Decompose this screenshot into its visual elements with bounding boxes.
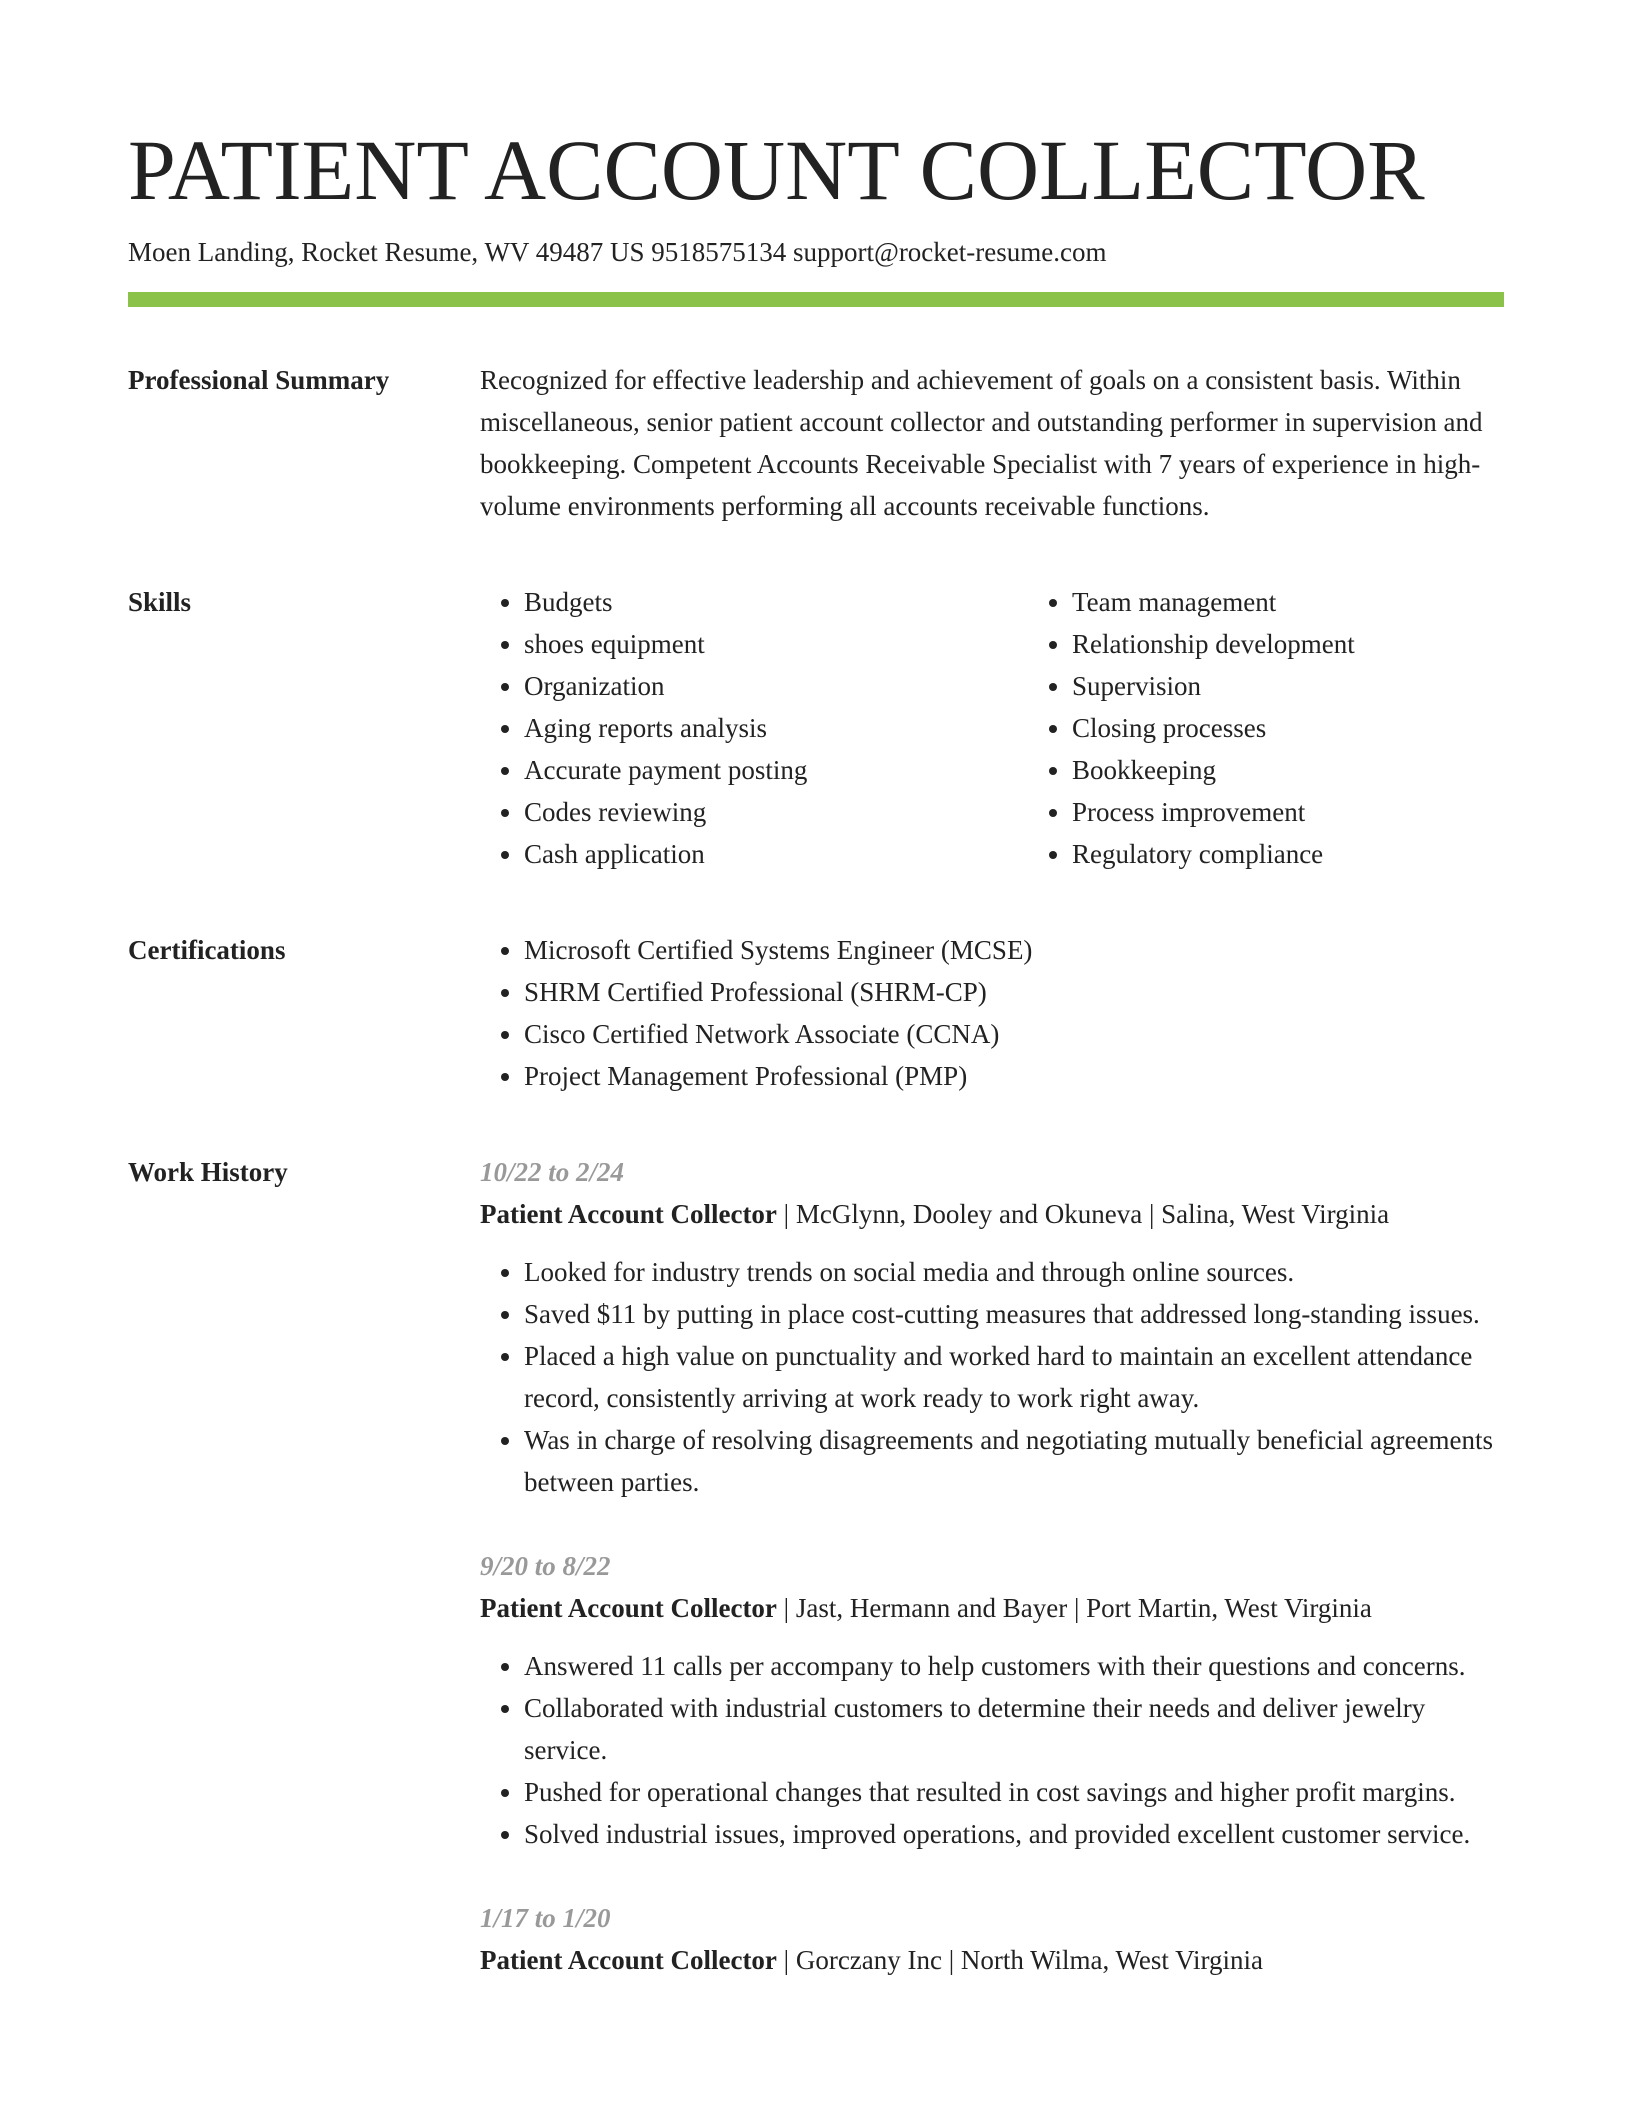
- skill-item: • Organization: [524, 665, 1028, 707]
- job-dates: 1/17 to 1/20: [480, 1903, 611, 1933]
- job-bullet: • Pushed for operational changes that resulted in cost savings and higher profit margins.: [524, 1771, 1504, 1813]
- skill-item: • Closing processes: [1072, 707, 1576, 749]
- job-bullet: • Looked for industry trends on social media and through online sources.: [524, 1251, 1504, 1293]
- job-company-location: | McGlynn, Dooley and Okuneva | Salina, West Virginia: [776, 1199, 1390, 1229]
- job-role-line: [480, 1939, 1504, 1981]
- candidate-title: PATIENT ACCOUNT COLLECTOR: [128, 122, 1425, 218]
- skill-item: • Accurate payment posting: [524, 749, 1028, 791]
- job-bullet: • Collaborated with industrial customers to determine their needs and deliver jewelry service.: [524, 1687, 1504, 1771]
- skills-section: [128, 581, 1504, 875]
- job-bullets: [480, 1645, 1504, 1855]
- skill-item: • shoes equipment: [524, 623, 1028, 665]
- job-dates: 9/20 to 8/22: [480, 1551, 611, 1581]
- accent-divider: [128, 292, 1504, 307]
- job-company-location: | Jast, Hermann and Bayer | Port Martin, West Virginia: [776, 1593, 1372, 1623]
- job-bullet: • Answered 11 calls per accompany to help customers with their questions and concerns.: [524, 1645, 1504, 1687]
- certification-item: • Microsoft Certified Systems Engineer (MCSE): [524, 929, 1504, 971]
- skill-item: • Cash application: [524, 833, 1028, 875]
- job-bullet: • Solved industrial issues, improved operations, and provided excellent customer service.: [524, 1813, 1504, 1855]
- skill-item: • Process improvement: [1072, 791, 1576, 833]
- certifications-section: [128, 929, 1504, 1097]
- skill-item: • Team management: [1072, 581, 1576, 623]
- certifications-list: [480, 929, 1504, 1097]
- work-history-label: Work History: [128, 1157, 288, 1187]
- job-entry: [480, 1897, 1504, 1981]
- skill-item: • Regulatory compliance: [1072, 833, 1576, 875]
- job-title: Patient Account Collector: [480, 1593, 777, 1623]
- job-bullets: [480, 1251, 1504, 1503]
- summary-text: Recognized for effective leadership and achievement of goals on a consistent basis. Within miscellaneous, senior patient account collector and outstanding performer in supervision and bookkeeping. Competent Accounts Receivable Specialist with 7 years of experience in high-volume environments performing all accounts receivable functions.: [480, 365, 1483, 521]
- work-history-section: [128, 1151, 1504, 1997]
- skill-item: • Relationship development: [1072, 623, 1576, 665]
- summary-section: [128, 359, 1504, 527]
- skills-list-right: [1028, 581, 1576, 875]
- job-bullet: • Placed a high value on punctuality and worked hard to maintain an excellent attendance record, consistently arriving at work ready to work right away.: [524, 1335, 1504, 1419]
- skills-list-left: [480, 581, 1028, 875]
- job-entry: [480, 1151, 1504, 1503]
- job-bullet: • Was in charge of resolving disagreements and negotiating mutually beneficial agreements between parties.: [524, 1419, 1504, 1503]
- skill-item: • Supervision: [1072, 665, 1576, 707]
- job-title: Patient Account Collector: [480, 1199, 777, 1229]
- job-title: Patient Account Collector: [480, 1945, 777, 1975]
- job-company-location: | Gorczany Inc | North Wilma, West Virginia: [776, 1945, 1264, 1975]
- job-entry: [480, 1545, 1504, 1855]
- skill-item: • Aging reports analysis: [524, 707, 1028, 749]
- job-role-line: [480, 1587, 1504, 1629]
- summary-label: Professional Summary: [128, 365, 390, 395]
- certification-item: • SHRM Certified Professional (SHRM-CP): [524, 971, 1504, 1013]
- job-role-line: [480, 1193, 1504, 1235]
- contact-line: Moen Landing, Rocket Resume, WV 49487 US 9518575134 support@rocket-resume.com: [128, 237, 1107, 267]
- certifications-label: Certifications: [128, 935, 286, 965]
- resume-page: [128, 120, 1504, 1997]
- job-dates: 10/22 to 2/24: [480, 1157, 625, 1187]
- certification-item: • Cisco Certified Network Associate (CCNA): [524, 1013, 1504, 1055]
- skill-item: • Bookkeeping: [1072, 749, 1576, 791]
- skills-label: Skills: [128, 587, 192, 617]
- skill-item: • Codes reviewing: [524, 791, 1028, 833]
- skill-item: • Budgets: [524, 581, 1028, 623]
- job-bullet: • Saved $11 by putting in place cost-cutting measures that addressed long-standing issues.: [524, 1293, 1504, 1335]
- certification-item: • Project Management Professional (PMP): [524, 1055, 1504, 1097]
